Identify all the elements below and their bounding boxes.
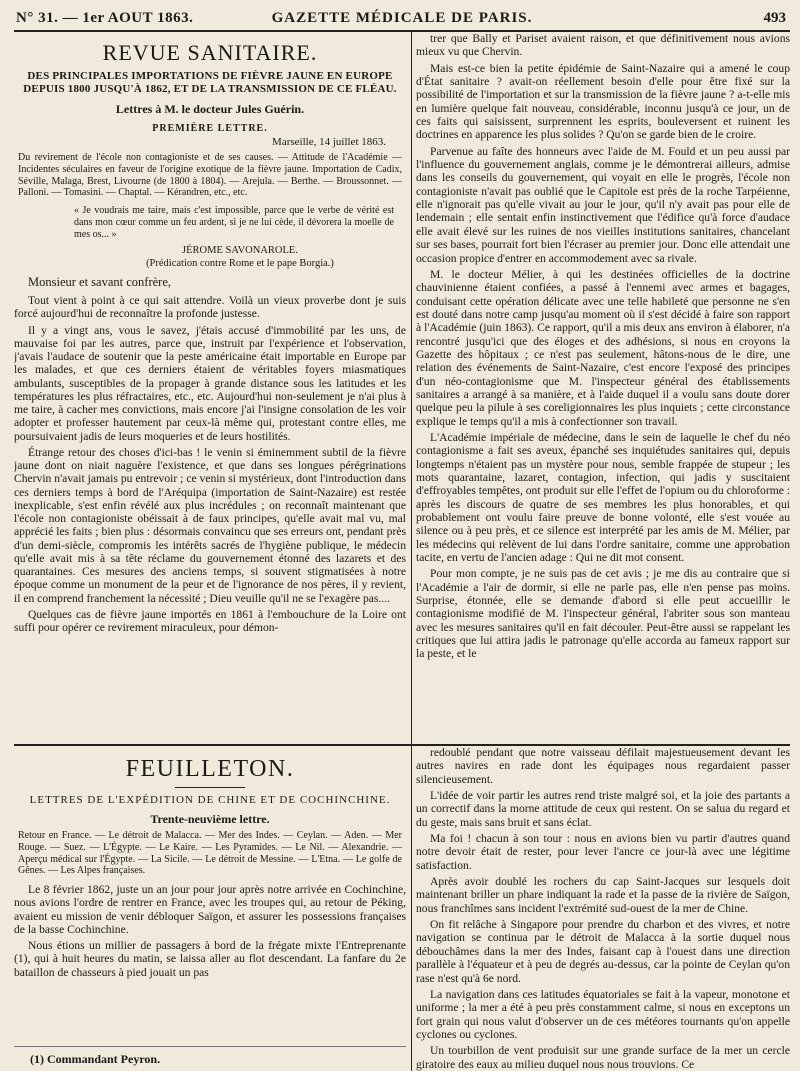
- masthead: [14, 4, 790, 32]
- revue-left-column: [14, 32, 406, 634]
- revue-subtitle: DES PRINCIPALES IMPORTATIONS DE FIÈVRE JAUNE EN EUROPE DEPUIS 1800 JUSQU'À 1862, ET DE LA TRANSMISSION DE CE FLÉAU.: [23, 70, 397, 95]
- revue-sanitaire-section: [14, 32, 790, 746]
- paragraph: Nous étions un millier de passagers à bord de la frégate mixte l'Entreprenante (1), qui à huit heures du matin, se laissa aller au flot descendant. La fanfare du 2e bataillon de chasseurs à pied jouait un pas: [14, 939, 406, 979]
- column-divider: [411, 32, 412, 744]
- paragraph: On fit relâche à Singapore pour prendre du charbon et des vivres, et notre navigation se continua par le détroit de Malacca à la sortie duquel nous débouchâmes dans la mer des Indes, faisant cap à l'ouest dans une direction parallèle à l'équateur et à peu de degrés au-dessus, car la pointe de Ceylan qu'on rase n'est qu'à 6e nord.: [416, 918, 790, 985]
- paragraph: Après avoir doublé les rochers du cap Saint-Jacques sur lesquels doit maintenant briller un phare indiquant la rade et la passe de la rivière de Saïgon, nous franchîmes sans incident l'extrémité sud-ouest de la mer de Chine.: [416, 875, 790, 915]
- page-number: 493: [763, 10, 786, 26]
- paragraph: L'Académie impériale de médecine, dans le sein de laquelle le chef du néo contagionisme a fait ses aveux, épanché ses inquiétudes sanitaires qui, depuis longtemps n'étaient pas un mystère pour nous, semble frappée de stupeur ; les mots quarantaine, lazaret, contagion, infection, qui jadis y suscitaient d'effroyables tempêtes, ont produit sur elle l'effet de l'opium ou du chloroforme : après les discours de quatre de ses membres les plus honorables, et qui probablement ont voulu faire preuve de bonne volonté, elle s'est vouée au silence ou à peu près, et ce silence est interprété par les amis de M. Mélier, par les médecins qui relèvent de lui dans l'ordre sanitaire, comme une approbation tacite, en vertu de l'ancien adage : Qui ne dit mot consent.: [416, 430, 790, 565]
- feuilleton-section: [14, 746, 790, 1071]
- feuilleton-left-body: [14, 883, 406, 979]
- footnote-rule: [14, 1046, 406, 1047]
- dateline: Marseille, 14 juillet 1863.: [272, 136, 386, 148]
- paragraph: Le 8 février 1862, juste un an jour pour jour après notre arrivée en Cochinchine, nous avions l'ordre de rentrer en France, avec les troupes qui, au retour de Péking, avaient eu mission de venir débloquer Saïgon, et assurer les possessions françaises de la basse Cochinchine.: [14, 883, 406, 936]
- feuilleton-title: FEUILLETON.: [125, 756, 295, 782]
- paragraph: M. le docteur Mélier, à qui les destinées officielles de la doctrine chauvinienne étaient confiées, a passé à l'ennemi avec armes et bagages, conduisant cette opération délicate avec une telle habileté que personne ne s'en est douté dans notre camp jusqu'au moment où il s'est décidé à faire son rapport à l'Académie (juin 1863). Ce rapport, qu'il a mis deux ans environ à élaborer, n'a rencontré jusqu'ici que des éloges et des adhésions, si nous en croyons la Gazette des hôpitaux ; ce n'est pas seulement, hâtons-nous de le dire, une relation des événements de Saint-Nazaire, c'est encore l'exposé des principes d'un néo-contagionisme que M. l'inspecteur général des établissements sanitaires a arrangé à sa manière, et à l'aide duquel il a voulu sans doute dorer quelque peu la pilule à ses coreligionnaires les plus inquiets ; cette circonstance explique le temps qu'il a mis à confectionner son travail.: [416, 267, 790, 428]
- paragraph: Il y a vingt ans, vous le savez, j'étais accusé d'immobilité par les uns, de mauvaise foi par les autres, parce que, instruit par l'expérience et l'observation, j'avais l'audace de soutenir que la peste américaine était importable en Europe par les malades, et que ces derniers étaient de véritables foyers miasmatiques ambulants, susceptibles de la propager à grande distance sous les latitudes et les températures les plus réfractaires, etc., etc. Aujourd'hui non-seulement je n'ai plus à me taire, à cacher mes convictions, mais encore j'ai l'insigne consolation de les voir adopter et professer hautement par ceux-là même qui, protestant contre elles, me poursuivaient jadis de leurs moqueries et de leurs hostilités.: [14, 323, 406, 443]
- revue-right-body: [416, 32, 790, 661]
- paragraph: Ma foi ! chacun à son tour : nous en avions bien vu partir d'autres quand notre devoir était de rester, pour lever l'ancre ce jour-là avec une légitime satisfaction.: [416, 832, 790, 872]
- first-letter-heading: PREMIÈRE LETTRE.: [152, 123, 268, 134]
- feuilleton-right-column: [416, 746, 790, 1071]
- paragraph: Tout vient à point à ce qui sait attendre. Voilà un vieux proverbe dont je suis forcé aujourd'hui de reconnaître la profonde justesse.: [14, 294, 406, 321]
- feuilleton-summary: Retour en France. — Le détroit de Malacca. — Mer des Indes. — Ceylan. — Aden. — Mer Rouge. — Suez. — L'Égypte. — Le Kaire. — Les Pyramides. — Le Nil. — Alexandrie. — Aperçu médical sur l'Égypte. — La Sicile. — Le détroit de Messine. — L'Etna. — Le golfe de Gênes. — Les Alpes françaises.: [18, 830, 402, 877]
- feuilleton-subtitle: LETTRES DE L'EXPÉDITION DE CHINE ET DE COCHINCHINE.: [29, 794, 391, 806]
- revue-left-body: [14, 294, 406, 634]
- letter-heading: Trente-neuvième lettre.: [150, 812, 270, 826]
- revue-summary: Du revirement de l'école non contagioniste et de ses causes. — Attitude de l'Académie — Incidentes séculaires en faveur de l'origine exotique de la fièvre jaune. Importation de Cadix, Séville, Malaga, Brest, Livourne (de 1800 à 1804). — Arejula. — Berthe. — Broussonnet. — Palloni. — Tomasini. — Chaptal. — Kérandren, etc., etc.: [18, 152, 402, 199]
- revue-right-column: [416, 32, 790, 661]
- revue-title: REVUE SANITAIRE.: [102, 40, 318, 65]
- paragraph: Un tourbillon de vent produisit sur une grande surface de la mer un cercle giratoire des eaux au milieu duquel nous nous trouvions. Ce: [416, 1044, 790, 1071]
- epigraph-source: (Prédication contre Rome et le pape Borgia.): [146, 258, 334, 270]
- feuilleton-left-column: [14, 746, 406, 1071]
- newspaper-title: GAZETTE MÉDICALE DE PARIS.: [271, 10, 533, 26]
- paragraph: Parvenue au faîte des honneurs avec l'aide de M. Fould et un peu aussi par l'influence du gouvernement anglais, comme je le démontrerai ailleurs, admise dans les conseils du gouvernement, qui voyait en elle le progrès, l'école non contagioniste n'avait pas oublié que le Capitole est près de la roche Tarpéienne, elle n'ignorait pas qu'elle vivait au jour le jour, qu'il n'y avait pas pour elle de lendemain ; elle sentait enfin instinctivement que l'édifice qu'à force d'audace elle avait élevé sur les ruines de nos vieilles institutions sanitaires, chancelant sur ses bases, pourrait fort bien l'écraser au premier jour. Donc elle attendait une occasion propice d'entrer en accommodement avec sa rivale.: [416, 144, 790, 265]
- issue-number: N° 31. — 1er AOUT 1863.: [16, 10, 194, 26]
- salutation: Monsieur et savant confrère,: [28, 275, 171, 290]
- paragraph: La navigation dans ces latitudes équatoriales se fait à la vapeur, monotone et uniforme ; la mer a été à peu près constamment calme, si nous en exceptons un fort grain qui nous valut d'observer un de ces météores tournants qu'on appelle cyclones ou cyclones.: [416, 987, 790, 1041]
- paragraph: Pour mon compte, je ne suis pas de cet avis ; je me dis au contraire que si l'Académie a l'air de dormir, si elle ne parle pas, elle n'en pense pas moins. Surprise, étonnée, elle se demande d'abord si elle peut accueillir le contagionisme modifié de M. l'inspecteur général, l'abriter sous son manteau avec les mesures sanitaires qu'il en fait découler. Peut-être aussi se rappelant les critiques que lui attira jadis le patronage qu'elle accorda au fameux rapport sur la peste, et le: [416, 567, 790, 661]
- letters-heading: Lettres à M. le docteur Jules Guérin.: [115, 102, 305, 116]
- column-divider: [411, 746, 412, 1071]
- paragraph: L'idée de voir partir les autres rend triste malgré soi, et la joie des partants a un correctif dans la morne attitude de ceux qui restent. On se salua du regard et du geste, mais sans bruit et sans éclat.: [416, 789, 790, 829]
- epigraph: « Je voudrais me taire, mais c'est impossible, parce que le verbe de vérité est dans mon cœur comme un feu ardent, si je ne lui cède, il dévorera la moelle de mes os... »: [74, 205, 394, 241]
- paragraph: Étrange retour des choses d'ici-bas ! le venin si éminemment subtil de la fièvre jaune dont on niait naguère l'existence, et que dans ses longues pérégrinations Chervin n'avait jamais pu entrevoir ; ce venin si mystérieux, dont l'introduction dans ces derniers temps à bord de l'Aréquipa (importation de Saint-Nazaire) est restée inexplicable, s'est enfin révélé aux plus incrédules ; on reconnaît maintenant que l'école non contagioniste obéissait à de faux principes, qu'elle avait mal vu, mal apprécié les faits ; bien plus : désormais convaincu que ses erreurs ont, pendant près d'un demi-siècle, compromis les intérêts sacrés de l'hygiène publique, le médecin qu'elle avait mis à sa tête réclame du gouvernement étonné des lazarets et des quarantaines. Ces mesures des anciens temps, si souvent stigmatisées à notre époque comme un monument de la peur et de l'ignorance de nos pères, il y revient, il en comprend franchement la nécessité ; Dieu veuille qu'il ne se l'exagère pas....: [14, 445, 406, 605]
- footnote: (1) Commandant Peyron.: [30, 1052, 161, 1066]
- epigraph-author: JÉROME SAVONAROLE.: [182, 245, 298, 257]
- paragraph: trer que Bally et Pariset avaient raison, et que définitivement nous avions mieux vu que Chervin.: [416, 32, 790, 59]
- paragraph: Quelques cas de fièvre jaune importés en 1861 à l'embouchure de la Loire ont suffi pour opérer ce revirement miraculeux, pour démon-: [14, 607, 406, 635]
- feuilleton-right-body: [416, 746, 790, 1071]
- paragraph: redoublé pendant que notre vaisseau défilait majestueusement devant les autres navires en rade dont les équipages nous regardaient passer silencieusement.: [416, 746, 790, 786]
- title-rule: [175, 787, 245, 788]
- paragraph: Mais est-ce bien la petite épidémie de Saint-Nazaire qui a amené le coup d'État sanitaire ? avait-on réellement besoin d'elle pour être fixé sur la possibilité de l'importation et sur la transmission de la fièvre jaune ? a-t-elle mis en lumière quelque fait nouveau, considérable, inconnu jusqu'à ce jour, un de ces faits qui saisissent, surprennent les esprits, bouleversent et ruinent les doctrines en apparence les plus solides ? Qu'on se garde bien de le croire.: [416, 61, 790, 142]
